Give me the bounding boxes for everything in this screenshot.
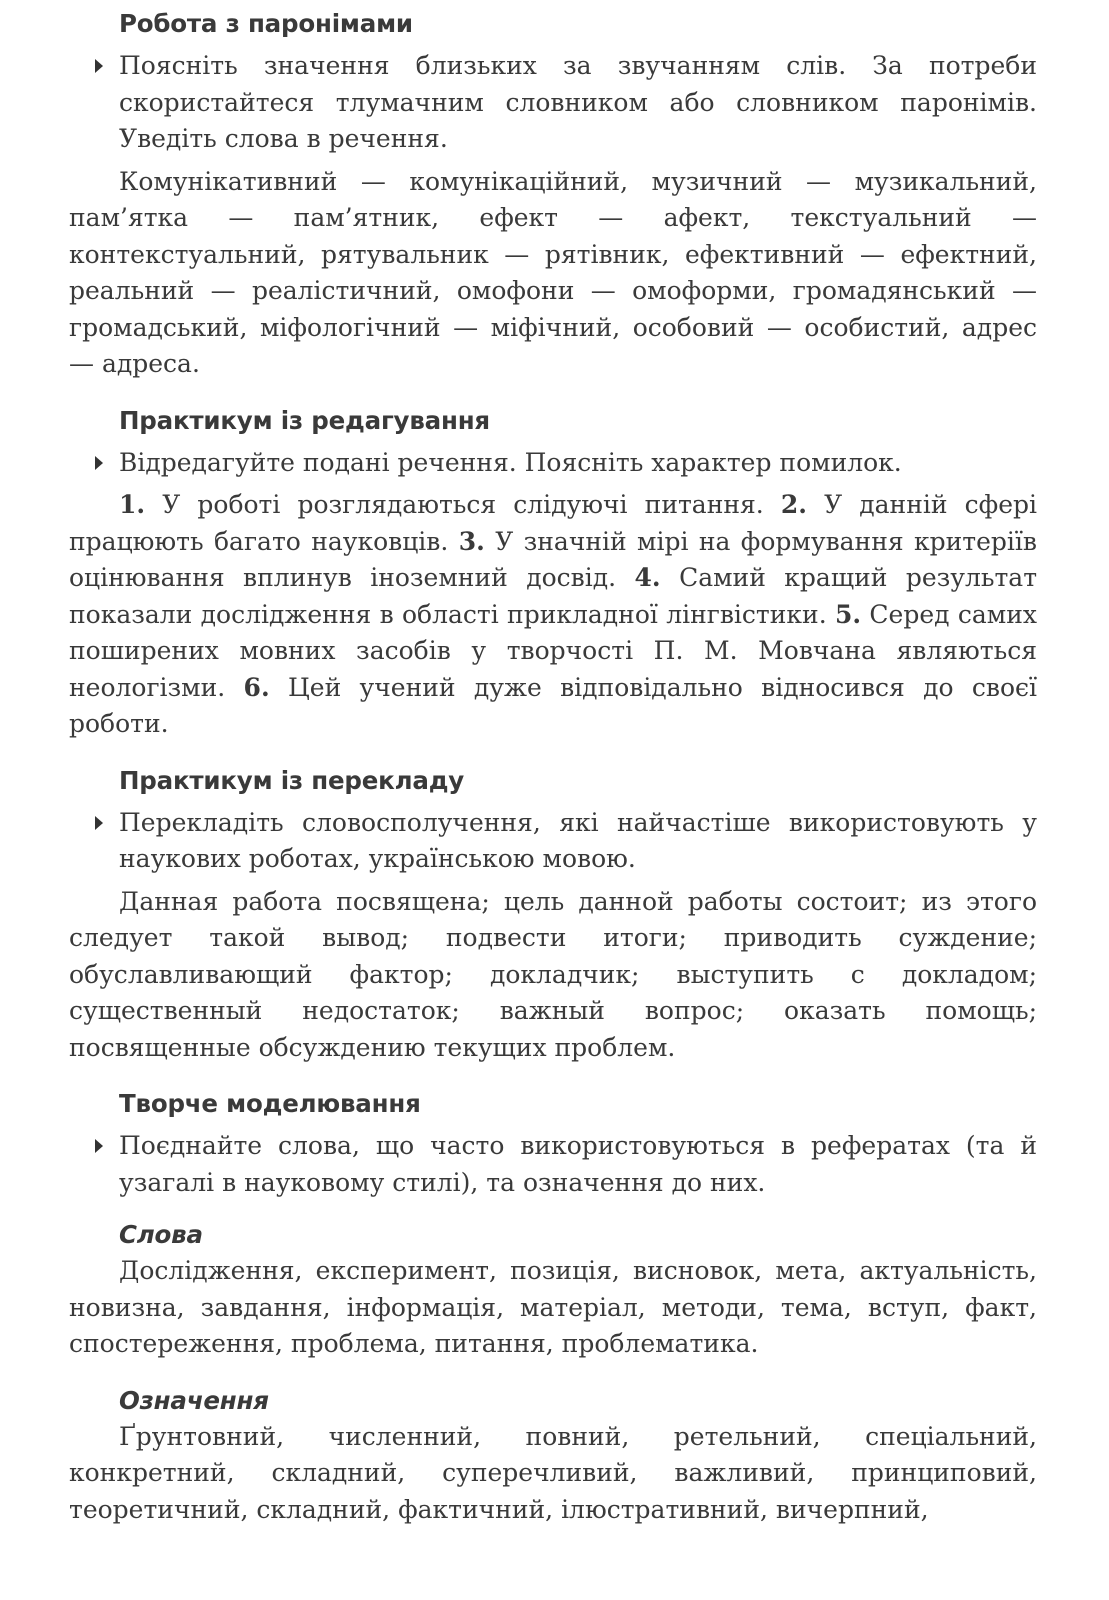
section-heading-modeling: Творче моделювання <box>119 1089 421 1118</box>
task-translation <box>69 805 1037 878</box>
task-paronyms <box>69 48 1037 158</box>
section-heading-editing: Практикум із редагування <box>119 405 490 435</box>
sentence-text: У значній мірі на формування критеріїв оцінювання вплинув іноземний досвід. <box>69 526 1037 592</box>
sentence-number: 2. <box>780 490 807 519</box>
task-editing-text: Відредагуйте подані речення. Поясніть характер помилок. <box>119 447 902 477</box>
task-arrow-icon <box>95 456 103 470</box>
translation-phrases: Данная работа посвящена; цель данной работы состоит; из этого следует такой вывод; подвести итоги; приводить суждение; обуславливающий фактор; докладчик; выступить с докладом; существенный недостаток; важный вопрос; оказать помощь; посвященные обсуждению текущих проблем. <box>69 886 1037 1062</box>
sentence-number: 4. <box>634 563 661 592</box>
task-arrow-icon <box>95 59 103 73</box>
sentence-text: У данній сфері працюють багато науковців. <box>69 490 1038 556</box>
paronyms-list: Комунікативний — комунікаційний, музичний — музикальний, пам’ятка — пам’ятник, ефект — афект, текстуальний — контекстуальний, рятувальник — рятівник, ефективний — ефектний, реальний — реалістичний, омофони — омоформи, громадянський — громадський, міфологічний — міфічний, особовий — особистий, адрес — адреса. <box>69 166 1037 378</box>
editing-sentences <box>69 487 1037 743</box>
task-modeling <box>69 1128 1037 1201</box>
sentence-number: 5. <box>834 599 862 629</box>
attributes-list: Ґрунтовний, численний, повний, ретельний, спеціальний, конкретний, складний, суперечливий, важливий, принциповий, теоретичний, складний, фактичний, ілюстративний, вичерпний, <box>69 1421 1037 1524</box>
words-list: Дослідження, експеримент, позиція, висновок, мета, актуальність, новизна, завдання, інформація, матеріал, методи, тема, вступ, факт, спостереження, проблема, питання, проблематика. <box>69 1256 1037 1358</box>
task-modeling-text: Поєднайте слова, що часто використовуються в рефератах (та й узагалі в науковому стилі), та означення до них. <box>119 1131 1037 1197</box>
section-heading-translation: Практикум із перекладу <box>119 765 465 795</box>
section-heading-paronyms: Робота з паронімами <box>119 9 413 38</box>
task-translation-text: Перекладіть словосполучення, які найчастіше використовують у наукових роботах, українською мовою. <box>119 807 1037 873</box>
task-arrow-icon <box>95 1139 103 1153</box>
task-editing <box>69 445 1037 482</box>
task-arrow-icon <box>95 816 103 830</box>
sentence-text: Серед самих поширених мовних засобів у творчості П. М. Мовчана являються неологізми. <box>69 599 1037 702</box>
subheading-attributes: Означення <box>119 1385 269 1415</box>
task-paronyms-text: Поясніть значення близьких за звучанням слів. За потреби скористайтеся тлумачним словником або словником паронімів. Уведіть слова в речення. <box>119 51 1037 153</box>
textbook-page <box>69 0 1037 1528</box>
sentence-text: Самий кращий результат показали дослідження в області прикладної лінгвістики. <box>69 563 1038 629</box>
sentence-number: 1. <box>119 490 146 519</box>
sentence-text: У роботі розглядаються слідуючі питання. <box>162 490 764 519</box>
sentence-text: Цей учений дуже відповідально відносився до своєї роботи. <box>69 672 1037 738</box>
sentence-number: 6. <box>243 672 270 702</box>
subheading-words: Слова <box>119 1220 203 1249</box>
sentence-number: 3. <box>458 526 485 556</box>
